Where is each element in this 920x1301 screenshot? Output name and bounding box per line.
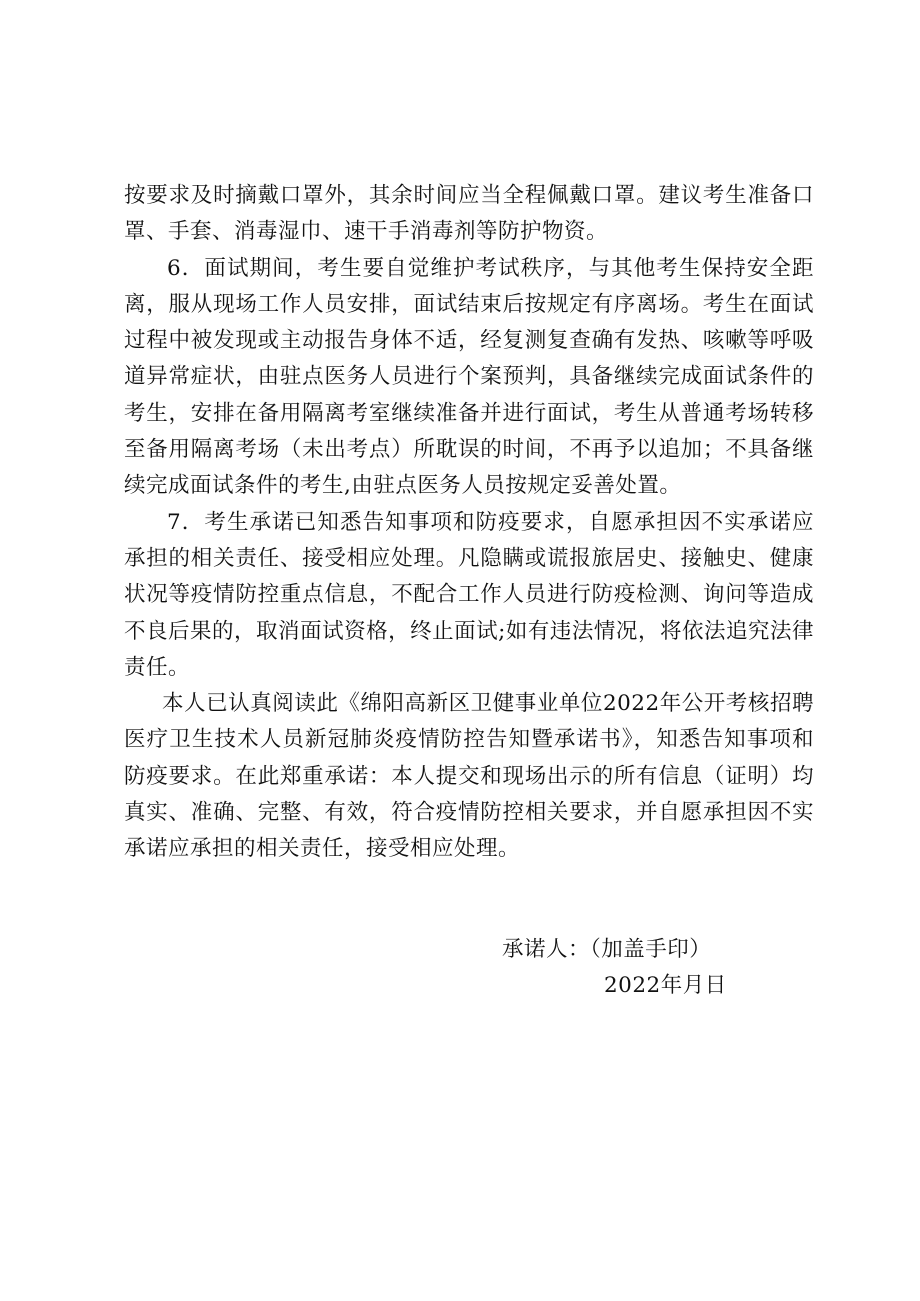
paragraph-item-7-commitment: 7．考生承诺已知悉告知事项和防疫要求，自愿承担因不实承诺应承担的相关责任、接受相应处理。凡隐瞒或谎报旅居史、接触史、健康状况等疫情防控重点信息，不配合工作人员进行防疫检测、询问等造成不良后果的，取消面试资格，终止面试;如有违法情况，将依法追究法律责任。 bbox=[124, 509, 814, 680]
date-line: 2022年月日 bbox=[604, 973, 727, 998]
signer-line: 承诺人：（加盖手印） bbox=[502, 937, 712, 962]
paragraph-item-6-interview-order: 6．面试期间，考生要自觉维护考试秩序，与其他考生保持安全距离，服从现场工作人员安排，面试结束后按规定有序离场。考生在面试过程中被发现或主动报告身体不适，经复测复查确有发热、咳嗽等呼吸道异常症状，由驻点医务人员进行个案预判，具备继续完成面试条件的考生，安排在备用隔离考室继续准备并进行面试，考生从普通考场转移至备用隔离考场（未出考点）所耽误的时间，不再予以追加；不具备继续完成面试条件的考生,由驻点医务人员按规定妥善处置。 bbox=[124, 255, 814, 499]
document-body bbox=[124, 178, 814, 868]
paragraph-mask-requirements: 按要求及时摘戴口罩外，其余时间应当全程佩戴口罩。建议考生准备口罩、手套、消毒湿巾、速干手消毒剂等防护物资。 bbox=[124, 183, 814, 245]
paragraph-declaration: 本人已认真阅读此《绵阳高新区卫健事业单位2022年公开考核招聘医疗卫生技术人员新冠肺炎疫情防控告知暨承诺书》，知悉告知事项和防疫要求。在此郑重承诺：本人提交和现场出示的所有信息（证明）均真实、准确、完整、有效，符合疫情防控相关要求，并自愿承担因不实承诺应承担的相关责任，接受相应处理。 bbox=[124, 691, 814, 862]
